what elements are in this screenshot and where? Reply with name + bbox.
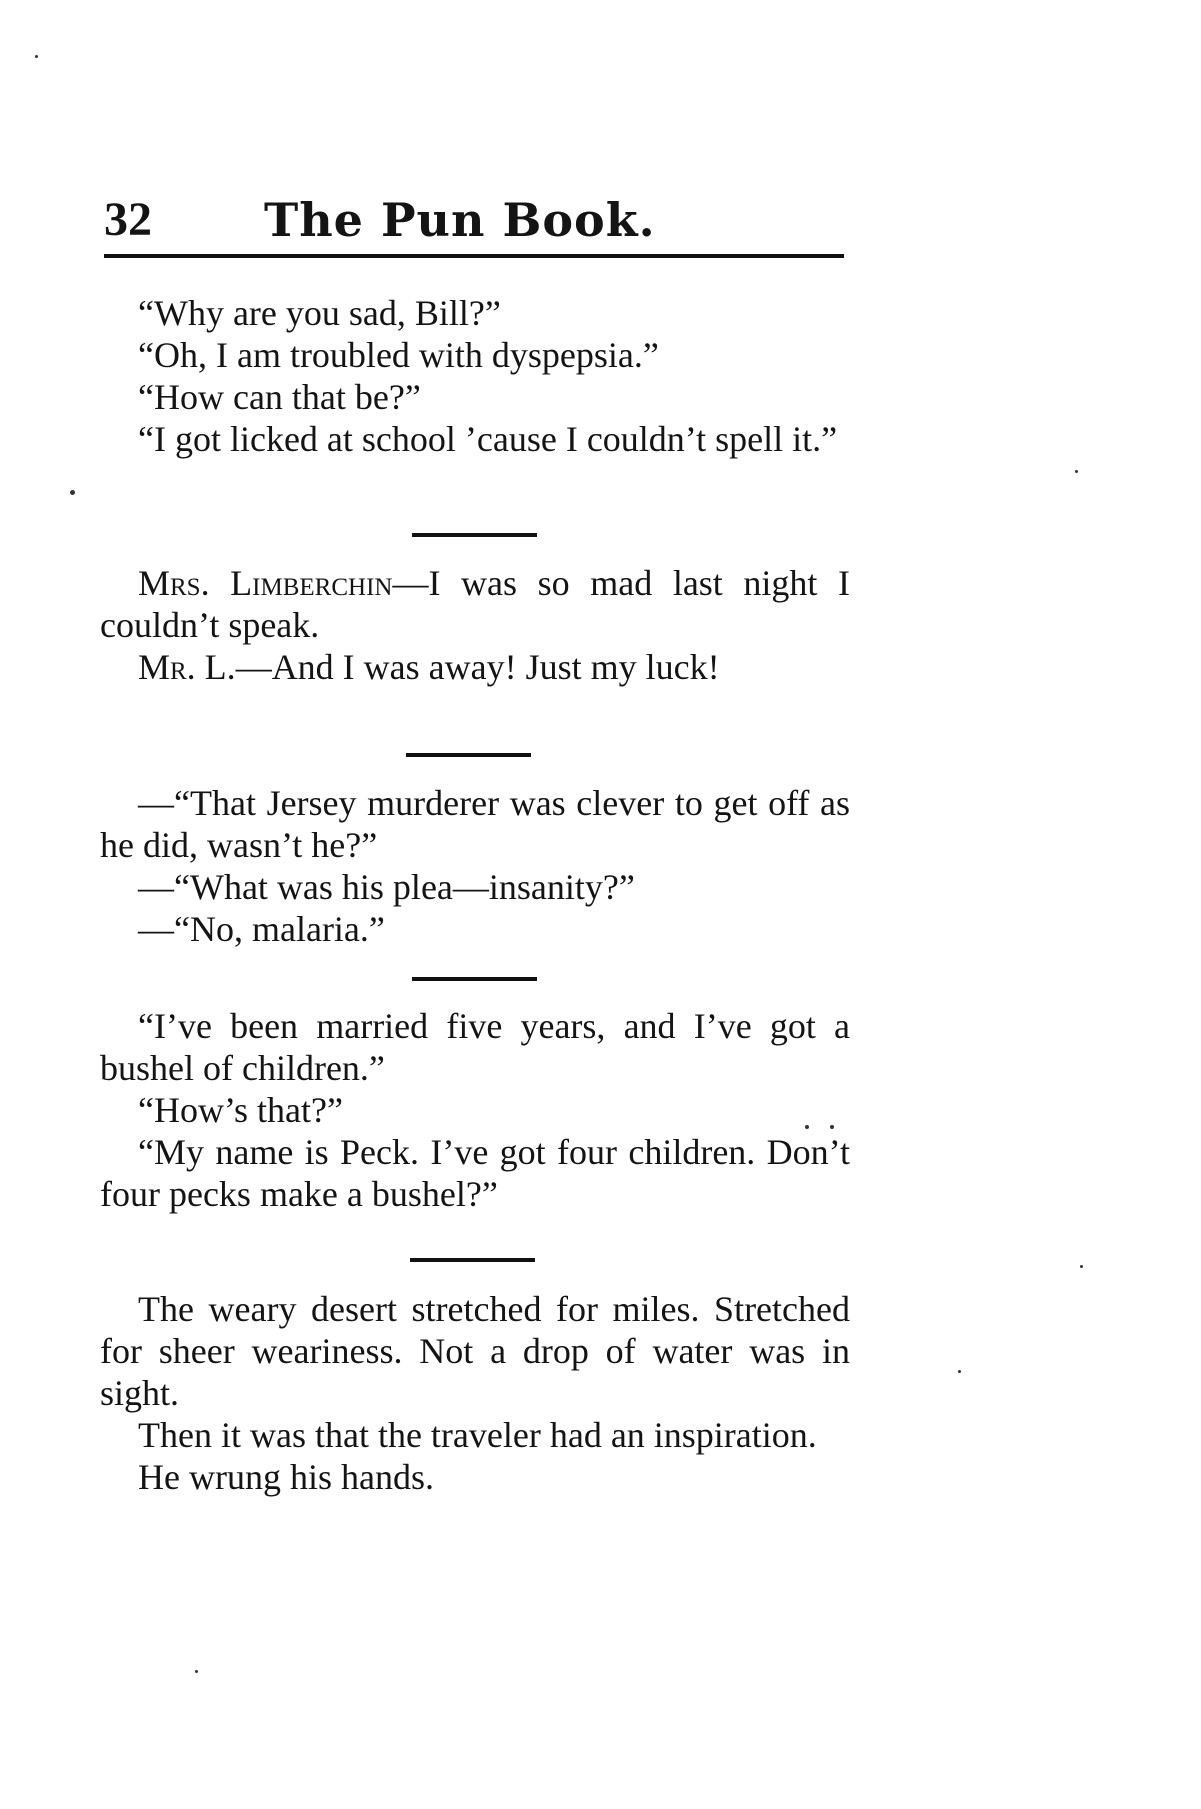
speech: —And I was away! Just my luck!	[235, 647, 720, 687]
speaker-name: Mr. L.	[138, 647, 236, 687]
joke-3	[100, 782, 850, 950]
joke-2-line-2	[100, 646, 850, 688]
joke-4-line-2: “How’s that?”	[138, 1090, 343, 1130]
speech: —I was so mad last night I couldn’t speak.	[100, 563, 850, 645]
joke-1-line-4: “I got licked at school ’cause I couldn’t spell it.”	[138, 419, 838, 459]
joke-4-line-1: “I’ve been married five years, and I’ve got a bushel of children.”	[100, 1006, 850, 1088]
joke-1-line-3: “How can that be?”	[138, 377, 421, 417]
separator-rule	[412, 533, 537, 537]
print-speck	[1080, 1265, 1083, 1268]
separator-rule	[406, 753, 531, 757]
page-number: 32	[104, 193, 152, 246]
joke-5	[100, 1288, 850, 1498]
print-speck	[830, 1125, 834, 1129]
joke-1-line-2: “Oh, I am troubled with dyspepsia.”	[138, 335, 659, 375]
joke-5-line-1: The weary desert stretched for miles. Stretched for sheer weariness. Not a drop of water was in sight.	[100, 1289, 850, 1413]
joke-2	[100, 562, 850, 688]
speaker-name: Mrs. Limberchin	[138, 563, 393, 603]
print-speck	[958, 1370, 961, 1373]
print-speck	[35, 55, 38, 58]
joke-3-line-1: —“That Jersey murderer was clever to get off as he did, wasn’t he?”	[100, 783, 850, 865]
print-speck	[805, 1125, 809, 1129]
joke-5-line-3: He wrung his hands.	[138, 1457, 434, 1497]
print-speck	[195, 1670, 198, 1673]
separator-rule	[412, 977, 537, 981]
joke-3-line-3: —“No, malaria.”	[138, 909, 385, 949]
separator-rule	[410, 1258, 535, 1262]
joke-1-line-1: “Why are you sad, Bill?”	[138, 293, 501, 333]
joke-5-line-2: Then it was that the traveler had an inspiration.	[138, 1415, 817, 1455]
running-title: The Pun Book.	[264, 193, 656, 247]
print-speck	[70, 490, 75, 495]
joke-3-line-2: —“What was his plea—insanity?”	[138, 867, 635, 907]
joke-4	[100, 1005, 850, 1215]
joke-2-line-1	[100, 562, 850, 646]
joke-1	[100, 292, 850, 460]
print-speck	[1075, 470, 1078, 473]
joke-4-line-3: “My name is Peck. I’ve got four children. Don’t four pecks make a bushel?”	[100, 1132, 850, 1214]
page-header	[104, 190, 844, 258]
